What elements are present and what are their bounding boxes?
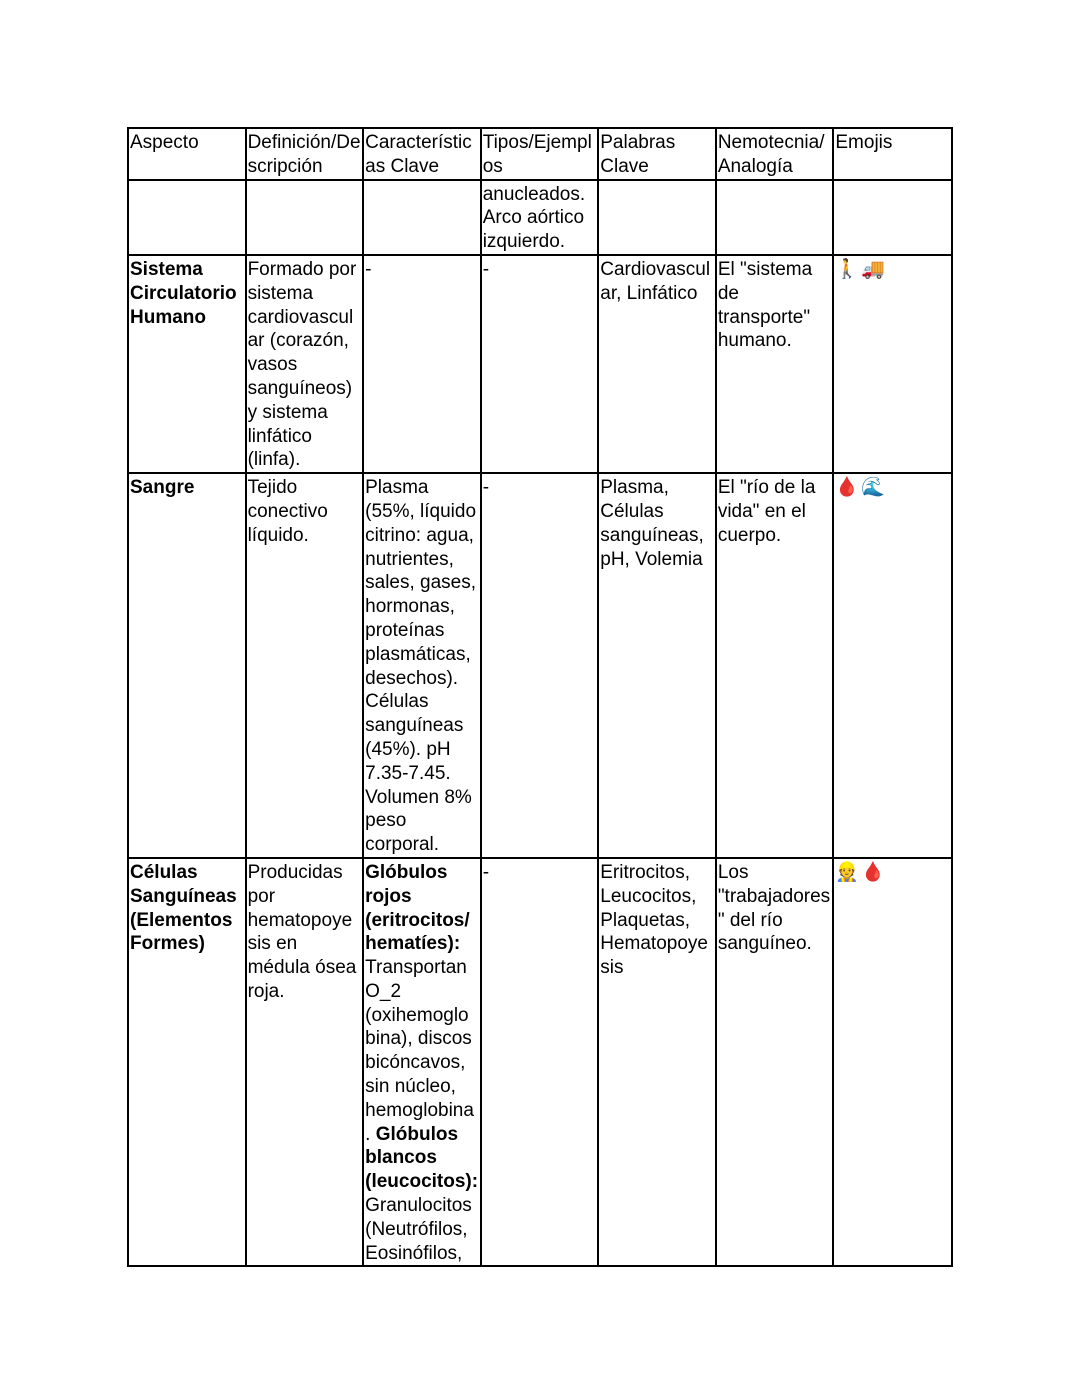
header-palabras: Palabras Clave	[598, 128, 716, 180]
cell-aspecto: Sistema Circulatorio Humano	[128, 255, 246, 473]
cell-nemotecnia: Los "trabajadores" del río sanguíneo.	[716, 858, 834, 1267]
cell-caracteristicas	[363, 858, 481, 1267]
cell-empty	[716, 180, 834, 255]
header-aspecto: Aspecto	[128, 128, 246, 180]
rich-text: Granulocitos (Neutrófilos, Eosinófilos,	[365, 1195, 472, 1264]
cell-palabras: Plasma, Células sanguíneas, pH, Volemia	[598, 473, 716, 858]
cell-empty	[598, 180, 716, 255]
header-emojis: Emojis	[833, 128, 952, 180]
cell-empty	[128, 180, 246, 255]
cell-tipos: -	[481, 858, 599, 1267]
walking-person-truck-icon: 🚶🚚	[833, 255, 952, 473]
cell-aspecto: Células Sanguíneas (Elementos Formes)	[128, 858, 246, 1267]
cell-definicion: Producidas por hematopoyesis en médula ósea roja.	[246, 858, 364, 1267]
table-row-sangre	[128, 473, 952, 858]
table-row-celulas	[128, 858, 952, 1267]
rich-text-bold: Glóbulos rojos (eritrocitos/ hematíes):	[365, 861, 470, 955]
worker-blood-drop-icon: 👷🩸	[833, 858, 952, 1267]
header-tipos: Tipos/Ejemplos	[481, 128, 599, 180]
table-row-sistema	[128, 255, 952, 473]
header-definicion: Definición/Descripción	[246, 128, 364, 180]
cell-palabras: Eritrocitos, Leucocitos, Plaquetas, Hematopoyesis	[598, 858, 716, 1267]
rich-text-bold: Glóbulos blancos (leucocitos):	[365, 1123, 479, 1193]
cell-caracteristicas: -	[363, 255, 481, 473]
cell-nemotecnia: El "río de la vida" en el cuerpo.	[716, 473, 834, 858]
cell-nemotecnia: El "sistema de transporte" humano.	[716, 255, 834, 473]
cell-tipos: -	[481, 473, 599, 858]
table-row-continuation	[128, 180, 952, 255]
blood-drop-wave-icon: 🩸🌊	[833, 473, 952, 858]
cell-aspecto: Sangre	[128, 473, 246, 858]
rich-text: Transportan O_2 (oxihemoglobina), discos bicóncavos, sin núcleo, hemoglobina	[365, 957, 474, 1121]
rich-text: .	[365, 1123, 376, 1145]
cell-empty	[363, 180, 481, 255]
header-nemotecnia: Nemotecnia/ Analogía	[716, 128, 834, 180]
cell-empty	[833, 180, 952, 255]
header-row	[128, 128, 952, 180]
header-caracteristicas: Características Clave	[363, 128, 481, 180]
cell-empty	[246, 180, 364, 255]
cell-palabras: Cardiovascular, Linfático	[598, 255, 716, 473]
cell-tipos: -	[481, 255, 599, 473]
cell-tipos: anucleados. Arco aórtico izquierdo.	[481, 180, 599, 255]
cell-definicion: Tejido conectivo líquido.	[246, 473, 364, 858]
cell-caracteristicas: Plasma (55%, líquido citrino: agua, nutrientes, sales, gases, hormonas, proteínas plasmáticas, desechos). Células sanguíneas (45%). pH 7.35-7.45. Volumen 8% peso corporal.	[363, 473, 481, 858]
cell-definicion: Formado por sistema cardiovascular (corazón, vasos sanguíneos) y sistema linfático (linfa).	[246, 255, 364, 473]
study-table	[127, 127, 953, 1267]
